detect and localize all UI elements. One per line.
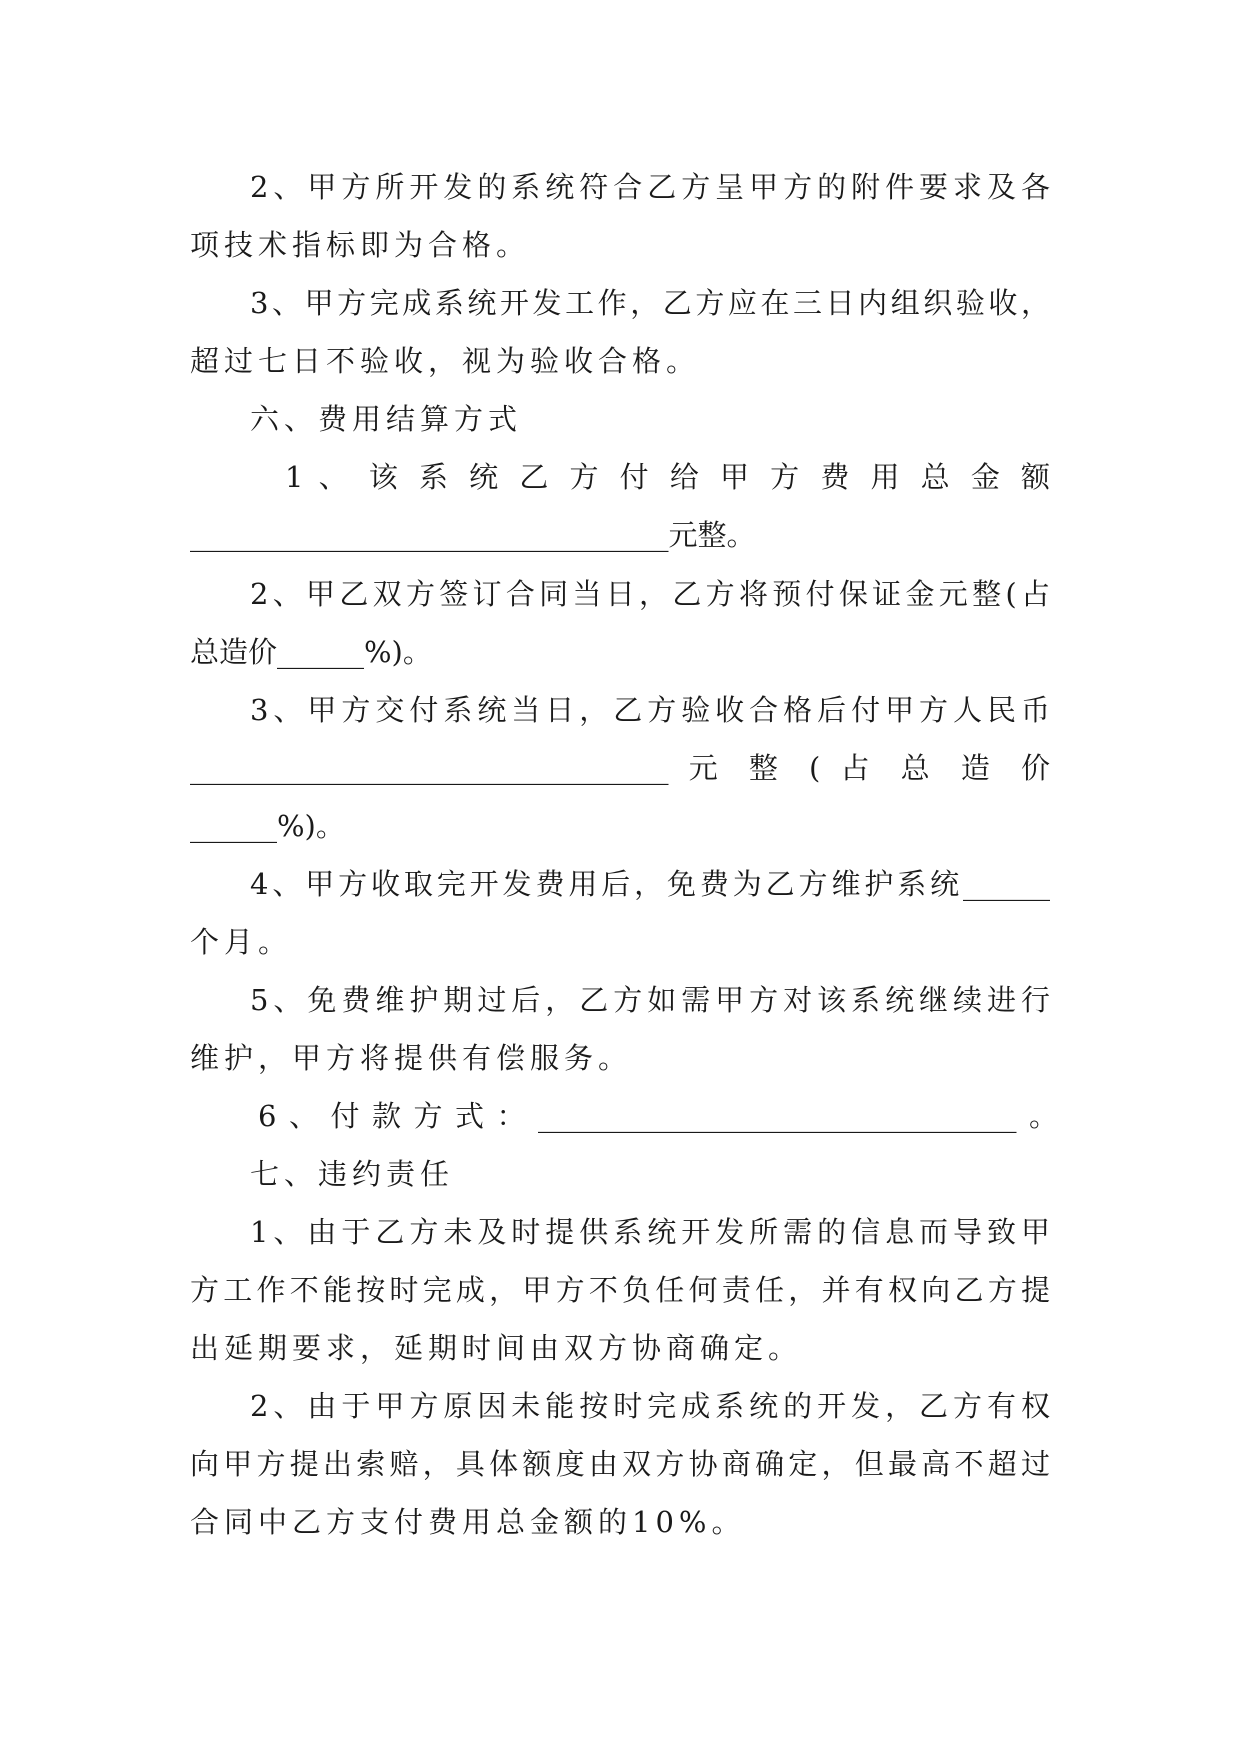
clause-7-1-line-1: 1、由于乙方未及时提供系统开发所需的信息而导致甲 xyxy=(250,1215,1050,1249)
clause-7-2-line-1: 2、由于甲方原因未能按时完成系统的开发，乙方有权 xyxy=(250,1389,1050,1423)
clause-6-1-line-2: _________________________________元整。 xyxy=(190,518,756,552)
clause-7-1-line-3: 出延期要求，延期时间由双方协商确定。 xyxy=(190,1331,803,1365)
clause-7-1-line-2: 方工作不能按时完成，甲方不负任何责任，并有权向乙方提 xyxy=(190,1273,1050,1307)
section-7-heading: 七、违约责任 xyxy=(250,1157,455,1191)
clause-6-3-line-1: 3、甲方交付系统当日，乙方验收合格后付甲方人民币 xyxy=(250,693,1050,727)
clause-7-2-line-3: 合同中乙方支付费用总金额的10%。 xyxy=(190,1505,746,1539)
clause-6-3-line-2: _________________________________ 元 整 ( 占 总 造 价 xyxy=(190,751,1050,785)
clause-5-2-line-1: 2、甲方所开发的系统符合乙方呈甲方的附件要求及各 xyxy=(250,170,1050,204)
clause-6-2-line-2: 总造价______%)。 xyxy=(190,635,432,669)
clause-6-4-line-1: 4、甲方收取完开发费用后，免费为乙方维护系统______ xyxy=(250,867,1050,901)
clause-6-6: 6、付款方式：_________________________________。 xyxy=(258,1099,1058,1133)
clause-6-4-line-2: 个月。 xyxy=(190,925,293,959)
clause-6-5-line-2: 维护，甲方将提供有偿服务。 xyxy=(190,1041,633,1075)
clause-5-3-line-1: 3、甲方完成系统开发工作，乙方应在三日内组织验收， xyxy=(250,286,1050,320)
clause-5-3-line-2: 超过七日不验收，视为验收合格。 xyxy=(190,344,701,378)
clause-6-5-line-1: 5、免费维护期过后，乙方如需甲方对该系统继续进行 xyxy=(250,983,1050,1017)
clause-5-2-line-2: 项技术指标即为合格。 xyxy=(190,228,531,262)
clause-7-2-line-2: 向甲方提出索赔，具体额度由双方协商确定，但最高不超过 xyxy=(190,1447,1050,1481)
clause-6-1-line-1: 1 、 该 系 统 乙 方 付 给 甲 方 费 用 总 金 额 xyxy=(285,460,1050,494)
clause-6-2-line-1: 2、甲乙双方签订合同当日，乙方将预付保证金元整(占 xyxy=(250,577,1050,611)
clause-6-3-line-3: ______%)。 xyxy=(190,809,345,843)
section-6-heading: 六、费用结算方式 xyxy=(250,402,523,436)
